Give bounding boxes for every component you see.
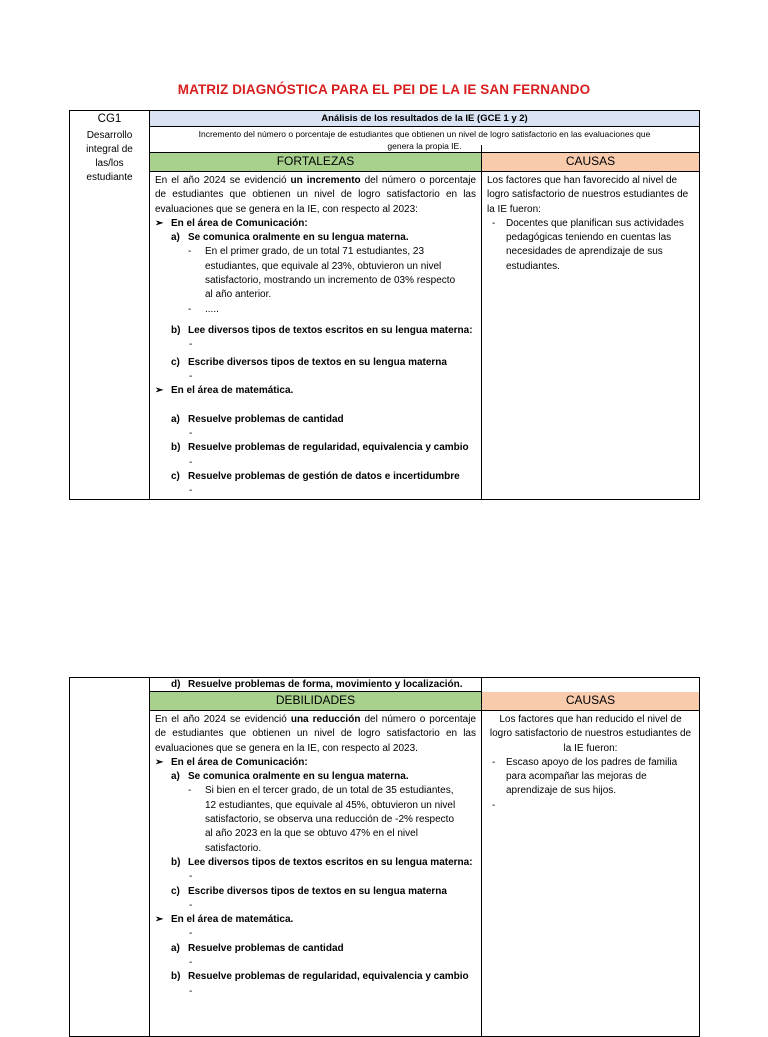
area-communication: ➢ En el área de Comunicación: [155, 217, 476, 231]
competency-b: b) Lee diversos tipos de textos escritos en su lengua materna: [171, 856, 473, 868]
math-a: a) Resuelve problemas de cantidad [171, 413, 344, 425]
strengths-content: En el año 2024 se evidenció un incremento del número o porcentaje de estudiantes que obtienen un nivel de logro satisfactorio en las evaluaciones que se genera en la IE, con respecto al 2023: ➢ En el área de Comunicación: a) Se comunica oralmente en su lengua materna. - En el primer grado, de un total 71 estudiantes, 23 estudiantes, que equivale al 23%, obtuvieron un nivel satisfactorio, mostrando un incremento de 03% respecto al año anterior. - ..... b) Lee diversos tipos de textos escritos en su lengua materna: - c) Escribe diversos tipos de textos en su lengua materna - ➢ En el área de matemática. a) Resuelve problemas de cantidad - b) Resuelve problemas de regularidad, equivalencia y cambio - c) Resuelve problemas de gestión de datos e incertidumbre - [155, 175, 477, 497]
competency-c: c) Escribe diversos tipos de textos en su lengua materna [171, 885, 447, 897]
arrow-bullet-icon: ➢ [155, 385, 164, 397]
causes-content [482, 172, 699, 276]
math-c: c) Resuelve problemas de gestión de datos e incertidumbre [171, 470, 460, 482]
competency-a-detail: - Si bien en el tercer grado, de un total de 35 estudiantes, 12 estudiantes, que equivale al 45%, obtuvieron un nivel satisfactorio, se observa una reducción de -2% respecto al año 2023 en la que se obtuvo 47% en el nivel satisfactorio. [188, 785, 456, 854]
area-math: ➢ En el área de matemática. [155, 913, 476, 927]
causes-intro: Los factores que han favorecido al nivel de logro satisfactorio de nuestros estudiantes de la IE fueron: [487, 175, 689, 215]
math-b: b) Resuelve problemas de regularidad, equivalencia y cambio [171, 971, 469, 983]
diagnostic-table-strengths [69, 110, 700, 500]
cause-item: - Escaso apoyo de los padres de familia para acompañar las mejoras de aprendizaje de sus hijos. [492, 756, 678, 797]
analysis-header: Análisis de los resultados de la IE (GCE 1 y 2) [150, 111, 699, 126]
weaknesses-content: En el año 2024 se evidenció una reducción del número o porcentaje de estudiantes que obtienen un nivel de logro satisfactorio en las evaluaciones que se genera en la IE, con respecto al 2023. ➢ En el área de Comunicación: a) Se comunica oralmente en su lengua materna. - Si bien en el tercer grado, de un total de 35 estudiantes, 12 estudiantes, que equivale al 45%, obtuvieron un nivel satisfactorio, se observa una reducción de -2% respecto al año 2023 en la que se obtuvo 47% en el nivel satisfactorio. b) Lee diversos tipos de textos escritos en su lengua materna: - c) Escribe diversos tipos de textos en su lengua materna - ➢ En el área de matemática. - a) Resuelve problemas de cantidad - b) Resuelve problemas de regularidad, equivalencia y cambio - [155, 714, 476, 997]
weaknesses-header: DEBILIDADES [150, 692, 481, 710]
competency-c: c) Escribe diversos tipos de textos en su lengua materna [171, 356, 447, 368]
arrow-bullet-icon: ➢ [155, 217, 164, 229]
cause-item: - Docentes que planifican sus actividades pedagógicas teniendo en cuentas las necesidades de aprendizaje de sus estudiantes. [492, 217, 684, 272]
area-math: ➢ En el área de matemática. [155, 384, 476, 398]
math-d: d) Resuelve problemas de forma, movimiento y localización. [171, 679, 463, 690]
arrow-bullet-icon: ➢ [155, 914, 164, 926]
math-a: a) Resuelve problemas de cantidad [171, 942, 344, 954]
ellipsis-item: - ..... [188, 303, 219, 315]
strengths-header: FORTALEZAS [150, 153, 481, 171]
diagnostic-table-weaknesses [69, 677, 700, 1037]
area-communication: ➢ En el área de Comunicación: [155, 756, 476, 770]
weakness-intro: En el año 2024 se evidenció una reducción del número o porcentaje de estudiantes que obtienen un nivel de logro satisfactorio en las evaluaciones que se genera en la IE, con respecto al 2023. [155, 714, 476, 754]
causes-intro: Los factores que han reducido el nivel de logro satisfactorio de nuestros estudiantes de la IE fueron: [489, 714, 692, 754]
competency-a-detail: - En el primer grado, de un total 71 estudiantes, 23 estudiantes, que equivale al 23%, obtuvieron un nivel satisfactorio, mostrando un incremento de 03% respecto al año anterior. [188, 246, 456, 301]
document-title: MATRIZ DIAGNÓSTICA PARA EL PEI DE LA IE SAN FERNANDO [177, 82, 591, 97]
competency-a: a) Se comunica oralmente en su lengua materna. [171, 771, 409, 783]
causes-content: Los factores que han reducido el nivel de logro satisfactorio de nuestros estudiantes de la IE fueron: - Escaso apoyo de los padres de familia para acompañar las mejoras de aprendizaje de sus hijos. - [482, 711, 699, 801]
competency-b: b) Lee diversos tipos de textos escritos en su lengua materna: [171, 324, 473, 336]
causes-header: CAUSAS [482, 153, 699, 171]
cg-description: Desarrollo integral de las/los estudiante [86, 130, 133, 183]
cg-code: CG1 [97, 113, 122, 125]
indicator-text: Incremento del número o porcentaje de estudiantes que obtienen un nivel de logro satisfactorio en las evaluaciones que genera la propia IE. [198, 129, 651, 151]
competency-a: a) Se comunica oralmente en su lengua materna. [171, 232, 409, 244]
math-b: b) Resuelve problemas de regularidad, equivalencia y cambio [171, 442, 469, 454]
arrow-bullet-icon: ➢ [155, 756, 164, 768]
strength-intro: En el año 2024 se evidenció un incremento del número o porcentaje de estudiantes que obtienen un nivel de logro satisfactorio en las evaluaciones que se genera en la IE, con respecto al 2023: [155, 175, 477, 215]
causes-header: CAUSAS [482, 692, 699, 710]
